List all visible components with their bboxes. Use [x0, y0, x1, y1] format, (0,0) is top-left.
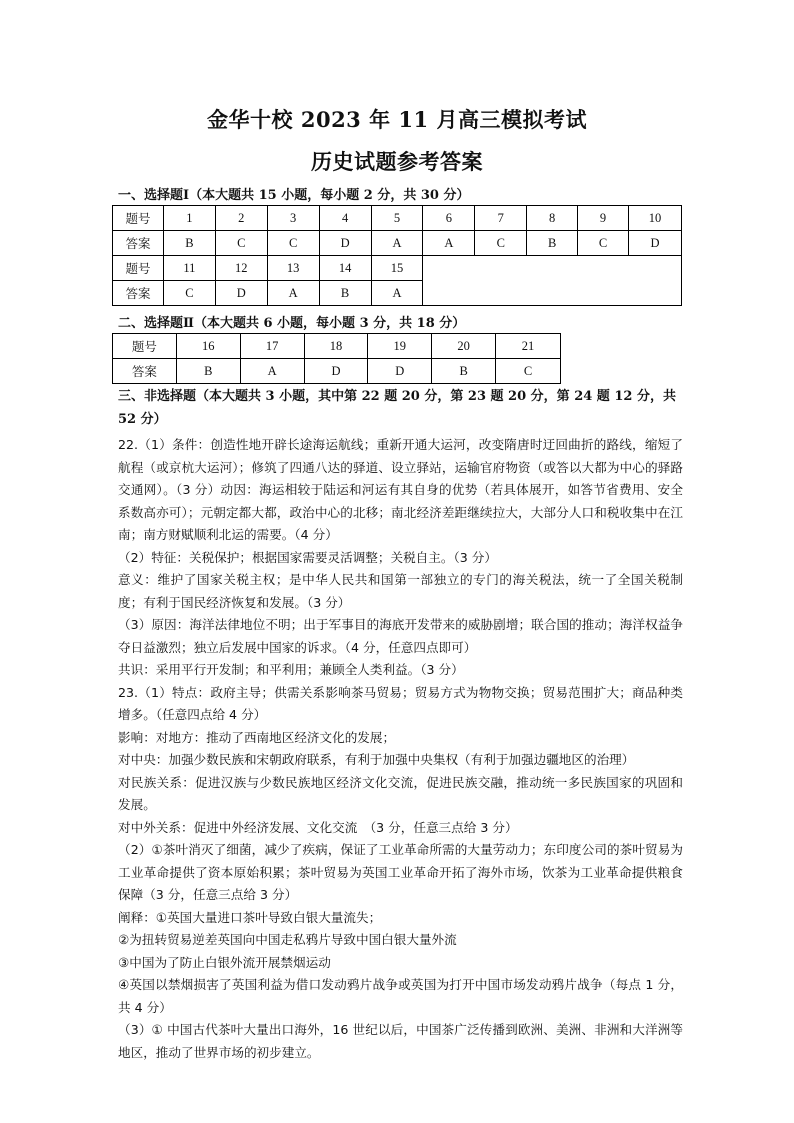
question-number: 11 — [163, 256, 215, 281]
question-number: 20 — [432, 334, 496, 359]
question-number: 9 — [578, 206, 629, 231]
answer-cell: C — [578, 231, 629, 256]
paragraph: （2）①茶叶消灭了细菌，减少了疾病，保证了工业革命所需的大量劳动力；东印度公司的茶叶贸易为工业革命提供了资本原始积累；茶叶贸易为英国工业革命开拓了海外市场，饮茶为工业革命提供粮食保障（3 分，任意三点给 3 分） — [118, 842, 683, 902]
answer-cell: D — [368, 359, 432, 384]
question-number: 21 — [496, 334, 561, 359]
question-number: 17 — [240, 334, 304, 359]
answer-cell: C — [496, 359, 561, 384]
paragraph: ②为扭转贸易逆差英国向中国走私鸦片导致中国白银大量外流 — [118, 932, 457, 947]
answer-cell: B — [163, 231, 215, 256]
question-number: 19 — [368, 334, 432, 359]
paragraph: 对民族关系：促进汉族与少数民族地区经济文化交流，促进民族交融，推动统一多民族国家的巩固和发展。 — [118, 774, 683, 812]
answer-cell: B — [176, 359, 240, 384]
question-number: 18 — [304, 334, 368, 359]
question-number: 12 — [215, 256, 267, 281]
table-row — [113, 206, 682, 231]
paragraph: 22.（1）条件：创造性地开辟长途海运航线；重新开通大运河，改变隋唐时迂回曲折的路线，缩短了航程（或京杭大运河）；修筑了四通八达的驿道、设立驿站，运输官府物资（或答以大都为中心的驿路交通网）。（3 分）动因：海运相较于陆运和河运有其自身的优势（若具体展开，如答节省费用、安全系数高亦可）；元朝定都大都，政治中心的北移；南北经济差距继续拉大，大部分人口和税收集中在江南；南方财赋顺利北运的需要。（4 分） — [118, 437, 683, 542]
paragraph: 意义：维护了国家关税主权；是中华人民共和国第一部独立的专门的海关税法，统一了全国关税制度；有利于国民经济恢复和发展。（3 分） — [118, 572, 683, 610]
answer-cell: C — [215, 231, 267, 256]
table-row — [113, 359, 561, 384]
answer-cell: A — [240, 359, 304, 384]
question-number: 3 — [267, 206, 319, 231]
question-number: 8 — [527, 206, 578, 231]
table-row — [113, 334, 561, 359]
answer-cell: A — [423, 231, 475, 256]
paragraph: （2）特征：关税保护；根据国家需要灵活调整；关税自主。（3 分） — [118, 549, 497, 565]
answer-cell: C — [267, 231, 319, 256]
paragraph: 对中央：加强少数民族和宋朝政府联系，有利于加强中央集权（有利于加强边疆地区的治理） — [118, 752, 635, 767]
table-row — [113, 256, 682, 281]
answer-cell: D — [304, 359, 368, 384]
question-number: 16 — [176, 334, 240, 359]
section-2-table — [112, 333, 561, 384]
question-number: 4 — [319, 206, 371, 231]
answer-cell: D — [215, 281, 267, 306]
empty-block — [423, 256, 682, 306]
paragraph: ③中国为了防止白银外流开展禁烟运动 — [118, 954, 331, 970]
paragraph: ④英国以禁烟损害了英国利益为借口发动鸦片战争或英国为打开中国市场发动鸦片战争（每点 1 分，共 4 分） — [118, 977, 683, 1015]
answer-cell: C — [163, 281, 215, 306]
section-1-heading: 一、选择题Ⅰ（本大题共 15 小题，每小题 2 分，共 30 分） — [118, 188, 470, 203]
row-label: 答案 — [113, 231, 164, 256]
paragraph: （3）① 中国古代茶叶大量出口海外，16 世纪以后，中国茶广泛传播到欧洲、美洲、非洲和大洋洲等地区，推动了世界市场的初步建立。 — [118, 1022, 683, 1060]
answer-cell: A — [371, 281, 423, 306]
row-label: 题号 — [113, 206, 164, 231]
paragraph: 阐释：①英国大量进口茶叶导致白银大量流失； — [118, 909, 382, 925]
answer-cell: B — [527, 231, 578, 256]
row-label: 答案 — [113, 281, 164, 306]
question-number: 7 — [475, 206, 527, 231]
answer-cell: B — [432, 359, 496, 384]
question-number: 2 — [215, 206, 267, 231]
question-number: 13 — [267, 256, 319, 281]
paragraph: 23.（1）特点：政府主导；供需关系影响茶马贸易；贸易方式为物物交换；贸易范围扩大；商品种类增多。（任意四点给 4 分） — [118, 684, 683, 722]
paragraph: （3）原因：海洋法律地位不明；出于军事目的海底开发带来的威胁剧增；联合国的推动；海洋权益争夺日益激烈；独立后发展中国家的诉求。（4 分，任意四点即可） — [118, 617, 683, 655]
section-2-heading: 二、选择题Ⅱ（本大题共 6 小题，每小题 3 分，共 18 分） — [118, 316, 466, 331]
answer-body — [118, 434, 683, 1064]
question-number: 5 — [371, 206, 423, 231]
page-subtitle: 历史试题参考答案 — [311, 149, 483, 174]
answer-cell: A — [371, 231, 423, 256]
question-number: 6 — [423, 206, 475, 231]
question-number: 15 — [371, 256, 423, 281]
section-1-table — [112, 205, 682, 306]
answer-cell: C — [475, 231, 527, 256]
table-row — [113, 231, 682, 256]
row-label: 题号 — [113, 334, 177, 359]
page-title: 金华十校 2023 年 11 月高三模拟考试 — [207, 107, 587, 132]
paragraph: 对中外关系：促进中外经济发展、文化交流 （3 分，任意三点给 3 分） — [118, 819, 518, 835]
paragraph: 共识：采用平行开发制；和平利用；兼顾全人类利益。（3 分） — [118, 662, 464, 677]
question-number: 10 — [629, 206, 682, 231]
answer-cell: D — [629, 231, 682, 256]
answer-cell: A — [267, 281, 319, 306]
answer-cell: B — [319, 281, 371, 306]
question-number: 14 — [319, 256, 371, 281]
answer-cell: D — [319, 231, 371, 256]
row-label: 答案 — [113, 359, 177, 384]
paragraph: 影响：对地方：推动了西南地区经济文化的发展； — [118, 729, 396, 745]
section-3-heading: 三、非选择题（本大题共 3 小题，其中第 22 题 20 分，第 23 题 20 分，第 24 题 12 分，共 52 分） — [118, 389, 676, 427]
row-label: 题号 — [113, 256, 164, 281]
question-number: 1 — [163, 206, 215, 231]
